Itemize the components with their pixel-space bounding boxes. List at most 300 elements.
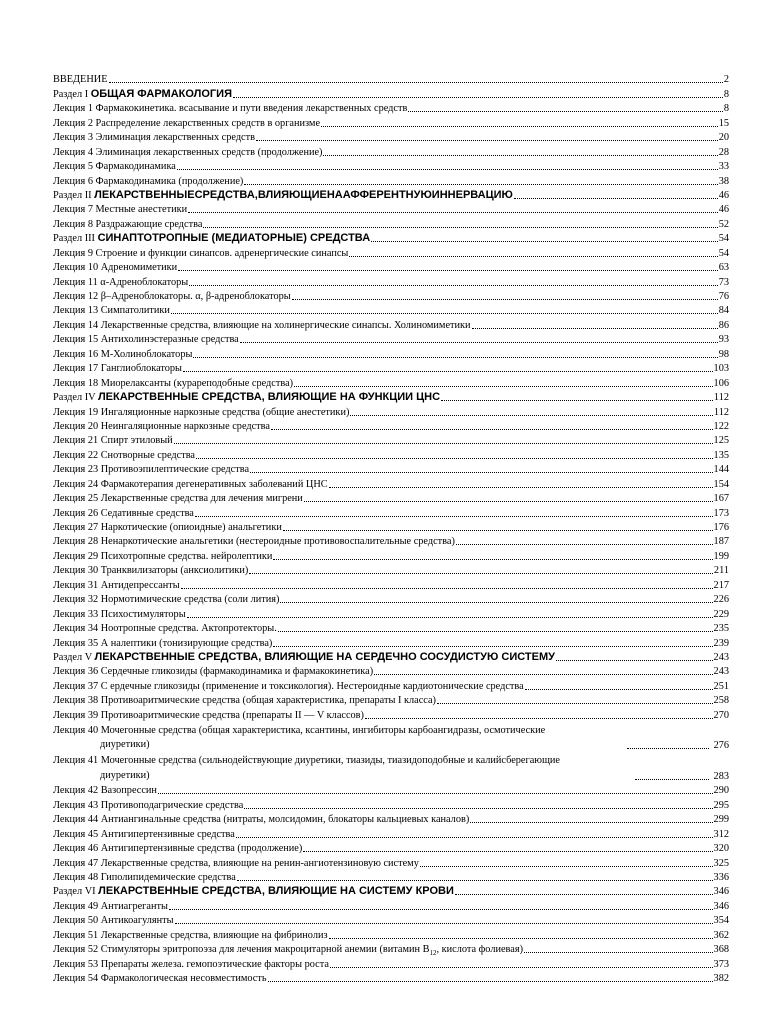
lecture-title: Лекция 14 Лекарственные средства, влияющие на холинергические синапсы. Холиномиметики	[53, 319, 471, 331]
toc-entry-text	[53, 74, 108, 86]
toc-entry-row[interactable]	[53, 693, 729, 707]
page-number: 54	[718, 233, 729, 245]
toc-entry-text	[53, 930, 328, 942]
dot-leader	[175, 922, 713, 924]
lecture-title: Лекция 53 Препараты железа. гемопоэтические факторы роста	[53, 958, 329, 970]
toc-entry-text	[53, 638, 272, 650]
toc-entry-text	[53, 829, 235, 841]
toc-entry-row[interactable]	[53, 841, 729, 855]
page-number: 15	[718, 117, 729, 129]
toc-entry-row[interactable]	[53, 577, 729, 591]
toc-entry-row[interactable]	[53, 72, 729, 86]
toc-entry-text	[53, 363, 182, 375]
toc-entry-text	[53, 915, 174, 927]
section-prefix: Раздел II	[53, 189, 92, 201]
toc-entry-text	[53, 609, 186, 621]
toc-entry-row[interactable]	[53, 635, 729, 649]
toc-entry-text	[53, 785, 157, 797]
lecture-title: Лекция 46 Антигипертензивные средства (продолжение)	[53, 843, 303, 855]
toc-entry-row[interactable]	[53, 855, 729, 869]
toc-entry-text	[53, 944, 523, 956]
toc-entry-text	[53, 407, 349, 419]
toc-entry-text	[53, 594, 279, 606]
toc-entry-row[interactable]	[53, 159, 729, 173]
page-number: 235	[713, 623, 729, 635]
page-number: 243	[713, 666, 729, 678]
toc-entry-text	[53, 435, 173, 447]
dot-leader	[470, 821, 712, 823]
toc-entry-row[interactable]	[53, 303, 729, 317]
toc-entry-text	[53, 291, 291, 303]
dot-leader	[256, 139, 718, 141]
lecture-title: Лекция 18 Миорелаксанты (курареподобные средства)	[53, 377, 294, 389]
dot-leader	[109, 81, 723, 83]
dot-leader	[330, 966, 713, 968]
toc-entry-text	[53, 724, 626, 753]
page-number: 368	[713, 944, 729, 956]
toc-entry-row[interactable]	[53, 433, 729, 447]
dot-leader	[329, 486, 713, 488]
page-number: 176	[713, 522, 729, 533]
lecture-title: Лекция 12 β–Адреноблокаторы. α, β-адреноблокаторы	[53, 291, 291, 302]
section-prefix: Раздел IV	[53, 392, 96, 404]
lecture-title-end: , кислота фолиевая)	[436, 944, 524, 956]
toc-entry-row[interactable]	[53, 419, 729, 433]
page-number: 251	[713, 680, 729, 692]
dot-leader	[323, 154, 717, 156]
page-number: 106	[713, 377, 729, 389]
page-number: 38	[718, 175, 729, 187]
dot-leader	[455, 893, 713, 895]
dot-leader	[524, 951, 713, 953]
dot-leader	[635, 778, 709, 780]
dot-leader	[408, 110, 723, 112]
toc-entry-row[interactable]	[53, 346, 729, 360]
toc-entry-text	[53, 973, 267, 985]
toc-entry-row[interactable]	[53, 476, 729, 490]
toc-entry-text	[53, 391, 440, 404]
section-prefix: Раздел III	[53, 233, 95, 245]
toc-entry-row[interactable]	[53, 520, 729, 534]
table-of-contents	[53, 72, 729, 985]
toc-entry-text	[53, 493, 303, 505]
toc-entry-row[interactable]	[53, 260, 729, 274]
toc-entry-text	[53, 189, 513, 202]
dot-leader	[189, 284, 718, 286]
lecture-title: Лекция 2 Распределение лекарственных средств в организме	[53, 117, 321, 129]
lecture-title: Лекция 52 Стимуляторы эритропоэза для лечения макроцитарной анемии (витамин B	[53, 944, 430, 956]
page-number: 122	[713, 420, 729, 432]
toc-entry-row[interactable]	[53, 812, 729, 826]
lecture-title-continued: диуретики)	[100, 769, 150, 781]
lecture-title: Лекция 4 Элиминация лекарственных средств (продолжение)	[53, 146, 323, 158]
lecture-title: Лекция 19 Ингаляционные наркозные средства (общие анестетики)	[53, 406, 350, 418]
lecture-title: Лекция 13 Симпатолитики	[53, 305, 170, 317]
lecture-title: Лекция 49 Антиагреганты	[53, 900, 168, 912]
subscript: 12	[429, 949, 437, 957]
toc-entry-row[interactable]	[53, 491, 729, 505]
toc-entry-row[interactable]	[53, 447, 729, 461]
lecture-title: Лекция 8 Раздражающие средства	[53, 218, 203, 230]
dot-leader	[456, 543, 713, 545]
toc-section-row[interactable]	[53, 188, 729, 202]
section-title: ЛЕКАРСТВЕННЫЕ СРЕДСТВА, ВЛИЯЮЩИЕ НА СЕРДЕЧНО СОСУДИСТУЮ СИСТЕМУ	[94, 650, 555, 663]
toc-entry-text	[53, 421, 270, 433]
toc-entry-row[interactable]	[53, 375, 729, 389]
toc-entry-text	[53, 651, 555, 664]
page-number: 373	[713, 958, 729, 970]
toc-entry-text	[53, 885, 454, 898]
page-number: 52	[718, 218, 729, 230]
page-number: 76	[718, 291, 729, 302]
lecture-title: Лекция 22 Снотворные средства	[53, 449, 195, 461]
page-number: 325	[713, 857, 729, 869]
toc-entry-row[interactable]	[53, 826, 729, 840]
toc-section-row[interactable]	[53, 390, 729, 404]
dot-leader	[158, 792, 713, 794]
toc-entry-row[interactable]	[53, 245, 729, 259]
toc-entry-text	[53, 479, 328, 491]
toc-entry-text	[53, 378, 293, 390]
page-number: 312	[713, 828, 729, 840]
toc-entry-row[interactable]	[53, 678, 729, 692]
toc-entry-text	[53, 959, 329, 971]
lecture-title: Лекция 36 Сердечные гликозиды (фармакодинамика и фармакокинетика)	[53, 666, 374, 678]
toc-entry-text	[53, 450, 195, 462]
toc-entry-row[interactable]	[53, 130, 729, 144]
page-number: 135	[713, 449, 729, 461]
lecture-title: Лекция 10 Адреномиметики	[53, 262, 178, 274]
toc-entry-text	[53, 118, 320, 130]
page-number: 320	[713, 843, 729, 855]
dot-leader	[240, 341, 718, 343]
toc-entry-row[interactable]	[53, 462, 729, 476]
lecture-title: Лекция 20 Неингаляционные наркозные средства	[53, 420, 270, 432]
toc-entry-text	[53, 464, 249, 476]
lecture-title-continued: диуретики)	[100, 738, 150, 750]
dot-leader	[514, 197, 718, 199]
dot-leader	[303, 850, 712, 852]
toc-entry-row[interactable]	[53, 216, 729, 230]
lecture-title: Лекция 39 Противоаритмические средства (препараты II — V классов)	[53, 709, 364, 721]
page-number: 112	[713, 406, 729, 418]
lecture-title: Лекция 15 Антихолинэстеразные средства	[53, 334, 239, 346]
toc-entry-row[interactable]	[53, 534, 729, 548]
dot-leader	[374, 673, 712, 675]
dot-leader	[321, 125, 718, 127]
page-number: 73	[718, 276, 729, 288]
dot-leader	[187, 616, 713, 618]
toc-entry-text	[53, 872, 236, 884]
lecture-title: Лекция 30 Транквилизаторы (анксиолитики)	[53, 565, 249, 577]
toc-entry-text	[53, 305, 170, 317]
lecture-title: Лекция 9 Строение и функции синапсов. адренергические синапсы	[53, 247, 349, 259]
toc-section-row[interactable]	[53, 650, 729, 664]
page-number: 173	[713, 507, 729, 519]
dot-leader	[294, 385, 712, 387]
page-number: 8	[723, 103, 729, 115]
toc-entry-text	[53, 508, 194, 520]
dot-leader	[472, 327, 718, 329]
toc-entry-row[interactable]	[53, 548, 729, 562]
dot-leader	[237, 879, 713, 881]
toc-entry-text	[53, 277, 188, 289]
toc-entry-row[interactable]	[53, 971, 729, 985]
page-number: 33	[718, 161, 729, 173]
dot-leader	[249, 572, 713, 574]
lecture-title: Лекция 44 Антиангинальные средства (нитраты, молсидомин, блокаторы кальциевых каналов)	[53, 814, 470, 826]
page-number: 20	[718, 132, 729, 144]
dot-leader	[349, 255, 717, 257]
page-number: 229	[713, 608, 729, 620]
page-number: 226	[713, 594, 729, 606]
toc-entry-row[interactable]	[53, 361, 729, 375]
lecture-title: Лекция 48 Гиполипидемические средства	[53, 871, 236, 883]
dot-leader	[273, 645, 712, 647]
toc-entry-row[interactable]	[53, 505, 729, 519]
lecture-title: Лекция 1 Фармакокинетика. всасывание и пути введения лекарственных средств	[53, 103, 408, 115]
dot-leader	[329, 937, 713, 939]
toc-entry-row[interactable]	[53, 173, 729, 187]
dot-leader	[441, 399, 713, 401]
lecture-title: Лекция 34 Ноотропные средства. Актопротекторы.	[53, 623, 277, 635]
toc-entry-text	[53, 681, 524, 693]
lecture-title: Лекция 25 Лекарственные средства для лечения мигрени	[53, 493, 303, 505]
page-number: 187	[713, 536, 729, 548]
toc-entry-row[interactable]	[53, 956, 729, 970]
page-number: 54	[718, 247, 729, 259]
page-number: 125	[713, 435, 729, 447]
lecture-title: Лекция 11 α-Адреноблокаторы	[53, 276, 189, 288]
toc-entry-row[interactable]	[53, 797, 729, 811]
dot-leader	[171, 312, 718, 314]
toc-entry-text	[53, 858, 419, 870]
dot-leader	[280, 601, 712, 603]
toc-section-row[interactable]	[53, 231, 729, 245]
toc-entry-row[interactable]	[53, 664, 729, 678]
lecture-title: Лекция 17 Ганглиоблокаторы	[53, 363, 182, 375]
dot-leader	[365, 717, 713, 719]
toc-entry-text	[53, 710, 364, 722]
page-number: 354	[713, 915, 729, 927]
page-number: 46	[718, 204, 729, 216]
page-number: 276	[713, 740, 730, 752]
toc-entry-text	[53, 132, 255, 144]
section-title: ОБЩАЯ ФАРМАКОЛОГИЯ	[90, 87, 232, 100]
page-number: 258	[713, 695, 729, 707]
dot-leader	[627, 747, 708, 749]
section-prefix: Раздел V	[53, 651, 92, 663]
toc-entry-row[interactable]	[53, 752, 729, 783]
page-number: 46	[718, 189, 729, 201]
page-number: 239	[713, 637, 729, 649]
lecture-title: Лекция 21 Спирт этиловый	[53, 435, 173, 447]
toc-entry-row[interactable]	[53, 722, 729, 753]
lecture-title: Лекция 42 Вазопрессин	[53, 785, 157, 797]
dot-leader	[183, 370, 713, 372]
section-prefix: Раздел I	[53, 88, 89, 100]
toc-entry-text	[53, 262, 177, 274]
toc-entry-text	[53, 522, 282, 534]
page-number: 8	[723, 88, 729, 100]
toc-entry-row[interactable]	[53, 621, 729, 635]
page-number: 103	[713, 363, 729, 375]
dot-leader	[177, 168, 718, 170]
dot-leader	[420, 865, 713, 867]
page-number: 346	[713, 900, 729, 912]
toc-entry-row[interactable]	[53, 202, 729, 216]
dot-leader	[244, 807, 712, 809]
page-number: 2	[723, 74, 729, 86]
toc-entry-row[interactable]	[53, 898, 729, 912]
dot-leader	[292, 298, 718, 300]
toc-entry-text	[53, 565, 248, 577]
toc-entry-text	[53, 901, 168, 913]
toc-entry-row[interactable]	[53, 783, 729, 797]
lecture-title: Лекция 5 Фармакодинамика	[53, 161, 176, 173]
dot-leader	[371, 240, 718, 242]
dot-leader	[236, 836, 713, 838]
section-title: ЛЕКАРСТВЕННЫЕСРЕДСТВА,ВЛИЯЮЩИЕНААФФЕРЕНТНУЮИННЕРВАЦИЮ	[94, 188, 513, 201]
toc-entry-text	[53, 103, 407, 115]
toc-entry-row[interactable]	[53, 592, 729, 606]
lecture-title: Лекция 51 Лекарственные средства, влияющие на фибринолиз	[53, 929, 328, 941]
section-title: ЛЕКАРСТВЕННЫЕ СРЕДСТВА, ВЛИЯЮЩИЕ НА СИСТЕМУ КРОВИ	[98, 885, 454, 898]
toc-entry-text	[53, 232, 370, 245]
page-number: 346	[713, 886, 729, 898]
toc-entry-row[interactable]	[53, 913, 729, 927]
toc-entry-row[interactable]	[53, 942, 729, 956]
intro-title: ВВЕДЕНИЕ	[53, 74, 108, 86]
page-number: 362	[713, 929, 729, 941]
dot-leader	[203, 226, 717, 228]
dot-leader	[273, 558, 712, 560]
page-number: 382	[713, 973, 729, 984]
dot-leader	[304, 500, 713, 502]
toc-entry-text	[53, 176, 243, 188]
page-number: 93	[718, 334, 729, 346]
page-number: 283	[713, 770, 729, 782]
toc-entry-text	[53, 161, 176, 173]
toc-entry-text	[53, 551, 272, 563]
lecture-title: Лекция 33 Психостимуляторы	[53, 608, 186, 620]
toc-entry-text	[53, 814, 469, 826]
toc-entry-text	[53, 666, 373, 678]
toc-entry-row[interactable]	[53, 144, 729, 158]
lecture-title: Лекция 27 Наркотические (опиоидные) анальгетики	[53, 522, 282, 533]
page-number: 112	[713, 392, 729, 404]
toc-entry-row[interactable]	[53, 332, 729, 346]
toc-entry-text	[53, 843, 302, 855]
toc-entry-row[interactable]	[53, 927, 729, 941]
page-number: 270	[713, 709, 729, 721]
toc-entry-row[interactable]	[53, 317, 729, 331]
lecture-title: Лекция 47 Лекарственные средства, влияющие на ренин-ангиотензиновую систему	[53, 857, 419, 869]
dot-leader	[174, 442, 713, 444]
lecture-title: Лекция 32 Нормотимические средства (соли лития)	[53, 594, 280, 606]
toc-entry-text	[53, 219, 202, 231]
lecture-title: Лекция 37 С ердечные гликозиды (применение и токсикология). Нестероидные кардиотонические средства	[53, 680, 524, 692]
toc-entry-row[interactable]	[53, 115, 729, 129]
page-number: 211	[713, 565, 729, 577]
dot-leader	[278, 630, 713, 632]
dot-leader	[283, 529, 713, 531]
lecture-title: Лекция 38 Противоаритмические средства (общая характеристика, препараты I класса)	[53, 695, 436, 707]
toc-entry-row[interactable]	[53, 563, 729, 577]
lecture-title: Лекция 35 А налептики (тонизирующие средства)	[53, 637, 273, 649]
lecture-title: Лекция 28 Ненаркотические анальгетики (нестероидные противовоспалительные средства)	[53, 536, 455, 548]
dot-leader	[233, 96, 723, 98]
page-number: 86	[718, 319, 729, 331]
page-number: 295	[713, 799, 729, 811]
lecture-title: Лекция 40 Мочегонные средства (общая характеристика, ксантины, ингибиторы карбоангидразы, осмотические	[53, 724, 546, 736]
section-title: СИНАПТОТРОПНЫЕ (МЕДИАТОРНЫЕ) СРЕДСТВА	[97, 232, 371, 245]
toc-section-row[interactable]	[53, 884, 729, 898]
toc-entry-text	[53, 800, 243, 812]
dot-leader	[188, 211, 718, 213]
dot-leader	[195, 515, 713, 517]
dot-leader	[169, 908, 713, 910]
toc-entry-row[interactable]	[53, 404, 729, 418]
toc-entry-row[interactable]	[53, 606, 729, 620]
section-prefix: Раздел VI	[53, 886, 96, 898]
page-number: 199	[713, 550, 729, 562]
toc-entry-text	[53, 349, 192, 361]
lecture-title: Лекция 3 Элиминация лекарственных средств	[53, 132, 255, 144]
lecture-title: Лекция 31 Антидепрессанты	[53, 579, 180, 591]
section-title: ЛЕКАРСТВЕННЫЕ СРЕДСТВА, ВЛИЯЮЩИЕ НА ФУНКЦИИ ЦНС	[97, 391, 441, 404]
lecture-title: Лекция 7 Местные анестетики	[53, 204, 188, 216]
lecture-title: Лекция 23 Противоэпилептические средства	[53, 464, 250, 476]
lecture-title: Лекция 29 Психотропные средства. нейролептики	[53, 550, 273, 562]
page-number: 63	[718, 262, 729, 274]
toc-entry-row[interactable]	[53, 101, 729, 115]
dot-leader	[556, 659, 713, 661]
toc-entry-text	[53, 204, 187, 216]
page-number: 167	[713, 493, 729, 505]
dot-leader	[178, 269, 718, 271]
toc-entry-row[interactable]	[53, 274, 729, 288]
toc-entry-text	[53, 147, 322, 159]
toc-entry-row[interactable]	[53, 707, 729, 721]
toc-entry-text	[53, 754, 634, 783]
dot-leader	[193, 356, 717, 358]
toc-entry-text	[53, 88, 232, 101]
lecture-title: Лекция 41 Мочегонные средства (сильнодействующие диуретики, тиазиды, тиазидоподобные и калийсберегающие	[53, 755, 560, 767]
toc-entry-row[interactable]	[53, 289, 729, 303]
dot-leader	[350, 414, 713, 416]
lecture-title: Лекция 54 Фармакологическая несовместимость	[53, 973, 267, 984]
lecture-title: Лекция 50 Антикоагулянты	[53, 915, 174, 927]
page-number: 154	[713, 478, 729, 490]
dot-leader	[250, 471, 713, 473]
lecture-title: Лекция 6 Фармакодинамика (продолжение)	[53, 175, 244, 187]
page-number: 98	[718, 348, 729, 360]
toc-entry-text	[53, 580, 180, 592]
page-number: 290	[713, 785, 729, 797]
dot-leader	[181, 587, 713, 589]
page-number: 217	[713, 579, 729, 591]
page-number: 336	[713, 871, 729, 883]
toc-entry-text	[53, 623, 277, 635]
toc-entry-row[interactable]	[53, 870, 729, 884]
dot-leader	[437, 702, 713, 704]
lecture-title: Лекция 16 М-Холиноблокаторы	[53, 348, 193, 360]
toc-entry-text	[53, 695, 436, 707]
dot-leader	[268, 980, 713, 982]
lecture-title: Лекция 45 Антигипертензивные средства	[53, 828, 235, 840]
toc-section-row[interactable]	[53, 86, 729, 100]
